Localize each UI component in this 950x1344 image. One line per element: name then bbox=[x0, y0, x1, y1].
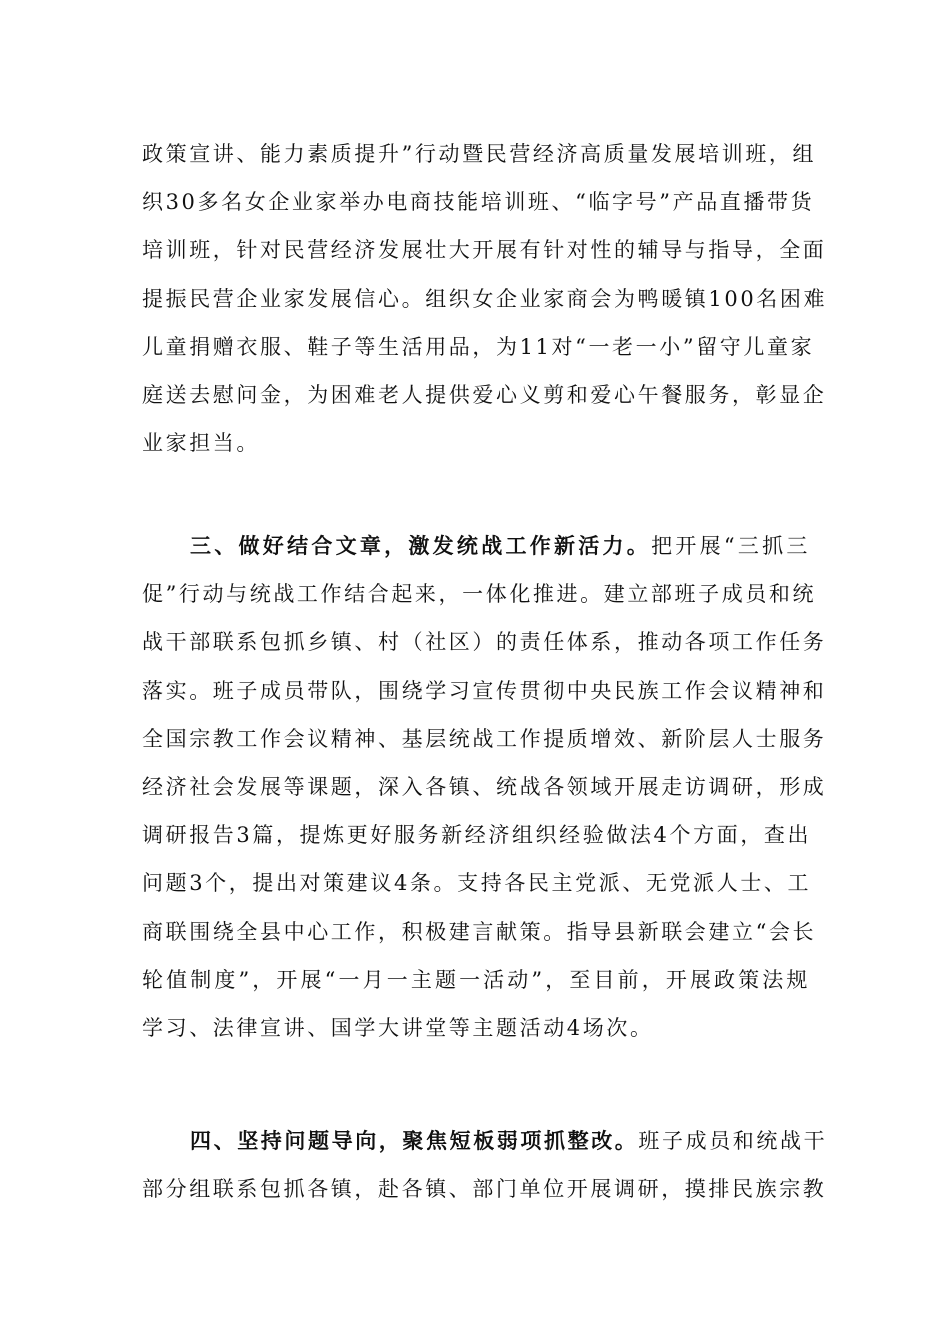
text-line: 经济社会发展等课题，深入各镇、统战各领域开展走访调研，形成 bbox=[142, 775, 827, 800]
text-line: 业家担当。 bbox=[142, 431, 260, 456]
section-heading: 四、坚持问题导向，聚焦短板弱项抓整改。 bbox=[190, 1128, 639, 1153]
text-line: 提振民营企业家发展信心。组织女企业家商会为鸭暖镇100名困难 bbox=[142, 286, 828, 311]
section-heading: 三、做好结合文章，激发统战工作新活力。 bbox=[190, 533, 652, 558]
text-line: 问题3个，提出对策建议4条。支持各民主党派、无党派人士、工 bbox=[142, 871, 812, 896]
paragraph-continuation bbox=[142, 130, 828, 467]
section-first-line bbox=[142, 1117, 828, 1165]
section-first-line bbox=[142, 522, 810, 570]
text-line: 织30多名女企业家举办电商技能培训班、“临字号”产品直播带货 bbox=[142, 190, 815, 215]
text-line: 庭送去慰问金，为困难老人提供爱心义剪和爱心午餐服务，彰显企 bbox=[142, 383, 827, 408]
paragraph-section-four bbox=[142, 1117, 828, 1213]
text-run: 班子成员和统战干 bbox=[638, 1129, 828, 1153]
text-line: 儿童捐赠衣服、鞋子等生活用品，为11对“一老一小”留守儿童家 bbox=[142, 334, 815, 359]
text-line: 政策宣讲、能力素质提升”行动暨民营经济高质量发展培训班，组 bbox=[142, 142, 817, 166]
text-line: 商联围绕全县中心工作，积极建言献策。指导县新联会建立“会长 bbox=[142, 919, 817, 944]
text-line: 战干部联系包抓乡镇、村（社区）的责任体系，推动各项工作任务 bbox=[142, 630, 827, 655]
text-line: 促”行动与统战工作结合起来，一体化推进。建立部班子成员和统 bbox=[142, 582, 817, 607]
text-line: 部分组联系包抓各镇，赴各镇、部门单位开展调研，摸排民族宗教 bbox=[142, 1177, 827, 1202]
text-run: 把开展“三抓三 bbox=[651, 534, 810, 558]
paragraph-section-three bbox=[142, 522, 827, 1052]
text-line: 调研报告3篇，提炼更好服务新经济组织经验做法4个方面，查出 bbox=[142, 823, 812, 848]
text-line: 培训班，针对民营经济发展壮大开展有针对性的辅导与指导，全面 bbox=[142, 238, 827, 263]
text-line: 学习、法律宣讲、国学大讲堂等主题活动4场次。 bbox=[142, 1016, 654, 1041]
text-line: 落实。班子成员带队，围绕学习宣传贯彻中央民族工作会议精神和 bbox=[142, 678, 827, 703]
text-line: 轮值制度”，开展“一月一主题一活动”，至目前，开展政策法规 bbox=[142, 967, 810, 992]
text-line: 全国宗教工作会议精神、基层统战工作提质增效、新阶层人士服务 bbox=[142, 726, 827, 751]
